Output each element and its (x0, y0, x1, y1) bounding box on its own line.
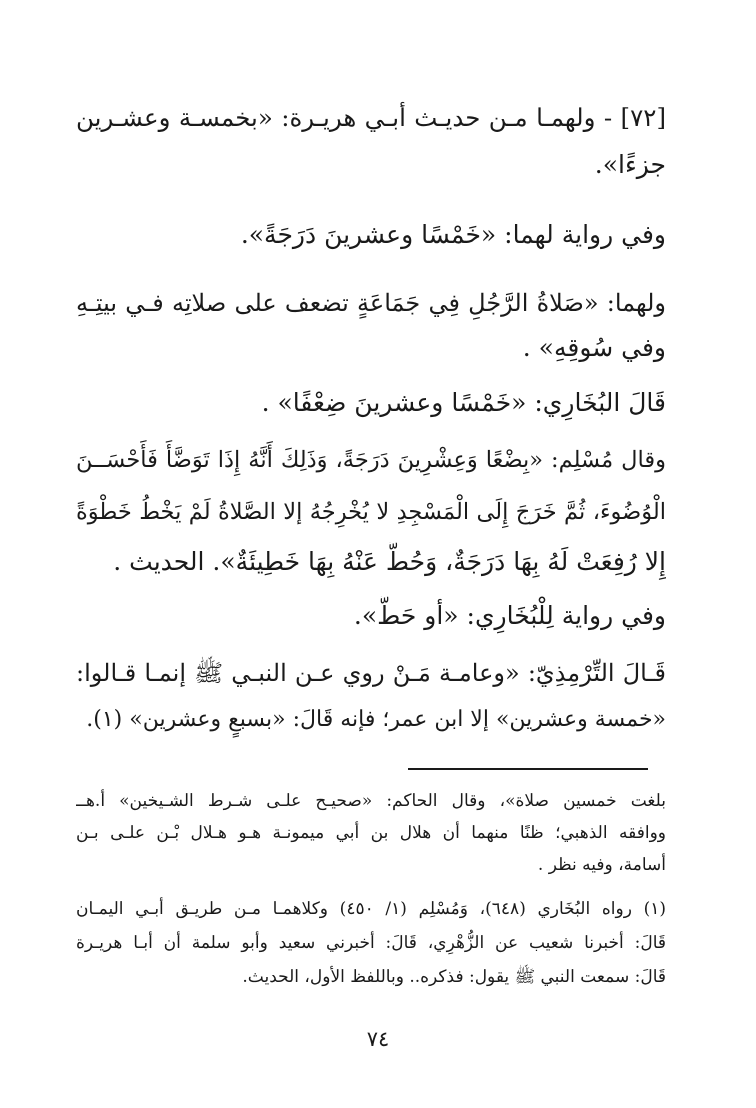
page-number: ٧٤ (366, 1027, 390, 1051)
bukhari-line: قَالَ البُخَارِي: «خَمْسًا وعشرينَ ضِعْفًا» . (261, 388, 666, 417)
footnote-line-3: أسامة، وفيه نظر . (537, 855, 666, 875)
muslim-line-1: وقال مُسْلِم: «بِضْعًا وَعِشْرِينَ دَرَجَةً، وَذَلِكَ أَنَّهُ إِذَا تَوَضَّأَ فَأَحْسَــنَ (76, 447, 666, 473)
salat-rajul-line-2: وفي سُوقِهِ» . (522, 333, 666, 362)
salat-rajul-line-1: ولهما: «صَلاةُ الرَّجُلِ فِي جَمَاعَةٍ تضعف على صلاتِه فـي بيتِـهِ (76, 289, 666, 317)
footnote-separator (408, 768, 648, 770)
footnote-line-1: بلغت خمسين صلاة»، وقال الحاكم: «صحيـح علـى شـرط الشـيخين» أ.هــ (76, 791, 666, 811)
hadith-72-line-1: [٧٢] - ولهمـا مـن حديـث أبـي هريـرة: «بخمسـة وعشـرين (76, 103, 666, 132)
bukhari-riwaya-line: وفي رواية لِلْبُخَارِي: «أو حَطَّ». (353, 601, 666, 630)
hadith-72-line-2: جزءًا». (594, 150, 666, 179)
footnote-1-line-3: قَالَ: سمعت النبي ﷺ يقول: فذكره.. وباللفظ الأول، الحديث. (242, 967, 666, 987)
muslim-line-3: إِلا رُفِعَتْ لَهُ بِهَا دَرَجَةٌ، وَحُطَّ عَنْهُ بِهَا خَطِيئَةٌ». الحديث . (113, 547, 666, 576)
footnote-1-line-1: (١) رواه البُخَاري (٦٤٨)، وَمُسْلِم (١/ ٤٥٠) وكلاهمـا مـن طريـق أبـي اليمـان (76, 899, 666, 919)
tirmidhi-line-2: «خمسة وعشرين» إلا ابن عمر؛ فإنه قَالَ: «بسبعٍ وعشرين» (١). (86, 707, 666, 732)
footnote-1-line-2: قَالَ: أخبرنا شعيب عن الزُّهْرِي، قَالَ: أخبرني سعيد وأبو سلمة أن أبـا هريـرة (76, 933, 666, 953)
tirmidhi-line-1: قَـالَ التِّرْمِذِيّ: «وعامـة مَـنْ روي عـن النبـي ﷺ إنمـا قـالوا: (76, 659, 666, 687)
muslim-line-2: الْوُضُوءَ، ثُمَّ خَرَجَ إِلَى الْمَسْجِدِ لا يُخْرِجُهُ إلا الصَّلاةُ لَمْ يَخْطُ خَطْوَةً (76, 499, 666, 525)
riwaya-line: وفي رواية لهما: «خَمْسًا وعشرينَ دَرَجَةً». (240, 220, 666, 249)
footnote-line-2: ووافقه الذهبي؛ ظنًا منهما أن هلال بن أبي ميمونـة هـو هـلال بْـن علـى بـن (76, 823, 666, 843)
